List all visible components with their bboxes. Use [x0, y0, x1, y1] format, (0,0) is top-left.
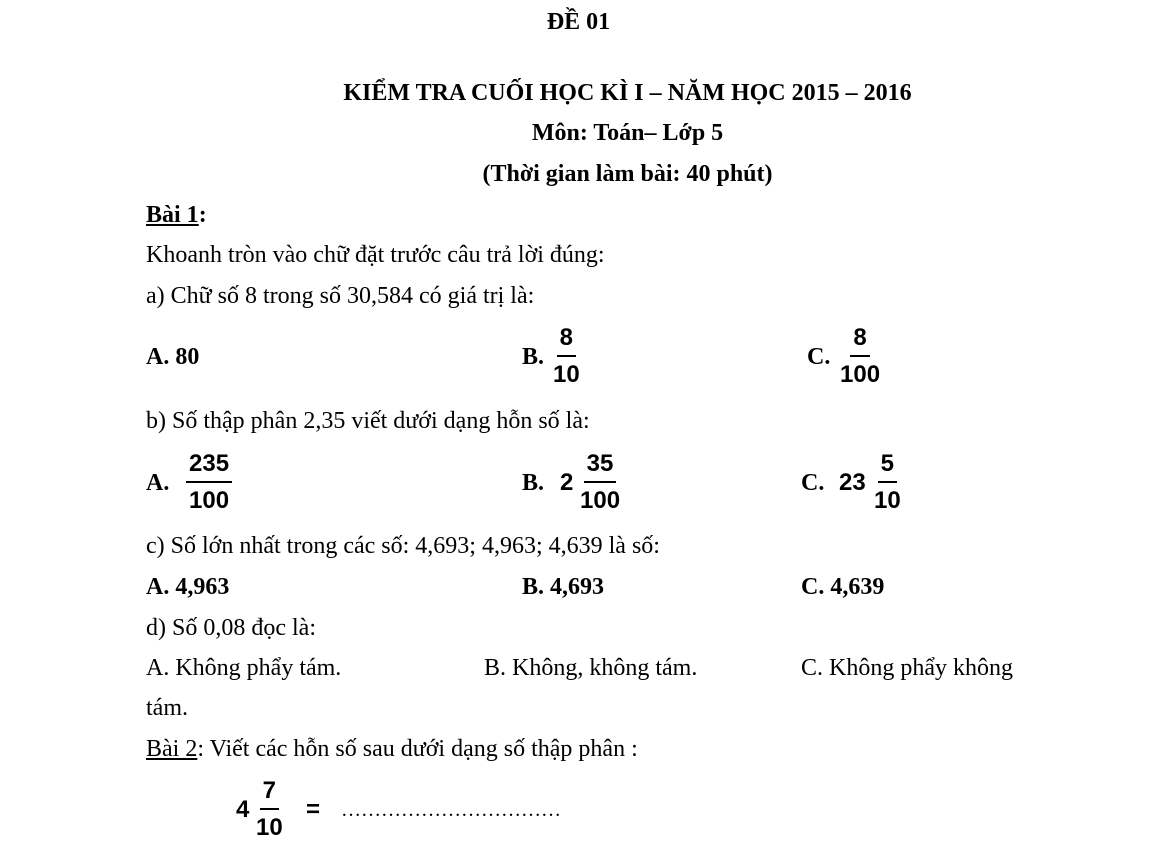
fraction-denominator: 10 — [874, 487, 901, 514]
bai2-text: : Viết các hỗn số sau dưới dạng số thập phân : — [197, 736, 638, 762]
fraction-denominator: 10 — [553, 361, 580, 388]
option-b-C-fraction — [874, 452, 901, 513]
question-b: b) Số thập phân 2,35 viết dưới dạng hỗn số là: — [146, 408, 590, 434]
option-a-B-fraction — [553, 326, 580, 387]
option-c-A: A. 4,963 — [146, 574, 230, 600]
option-a-C-label: C. — [807, 344, 831, 370]
bai2-item1-equals: = — [306, 796, 321, 823]
question-a: a) Chữ số 8 trong số 30,584 có giá trị là: — [146, 283, 535, 309]
option-d-B: B. Không, không tám. — [484, 655, 698, 681]
bai1-heading — [146, 203, 207, 227]
fraction-numerator: 7 — [260, 779, 279, 810]
fraction-numerator: 35 — [584, 452, 617, 483]
option-c-C: C. 4,639 — [801, 574, 885, 600]
bai1-instruction: Khoanh tròn vào chữ đặt trước câu trả lời đúng: — [146, 242, 605, 268]
fraction-denominator: 100 — [840, 361, 881, 388]
option-a-C-fraction — [840, 326, 880, 387]
bai2-item1-whole: 4 — [236, 796, 250, 823]
bai1-label: Bài 1 — [146, 202, 199, 228]
question-c: c) Số lớn nhất trong các số: 4,693; 4,963; 4,639 là số: — [146, 533, 660, 559]
option-d-C-continued: tám. — [146, 695, 188, 721]
fraction-denominator: 10 — [256, 814, 283, 841]
bai1-colon: : — [198, 202, 207, 228]
bai2-item1-fraction — [256, 779, 283, 840]
bai2-heading — [146, 737, 638, 761]
option-a-B-label: B. — [522, 344, 545, 370]
option-b-B-fraction — [580, 452, 620, 513]
exam-code: ĐỀ 01 — [546, 9, 611, 35]
exam-time: (Thời gian làm bài: 40 phút) — [482, 161, 773, 187]
option-b-A-label: A. — [146, 470, 170, 496]
option-b-C-whole: 23 — [839, 469, 866, 496]
fraction-numerator: 8 — [850, 326, 869, 357]
fraction-numerator: 5 — [878, 452, 897, 483]
exam-title: KIỂM TRA CUỐI HỌC KÌ I – NĂM HỌC 2015 – 2016 — [343, 80, 912, 106]
option-b-C-label: C. — [801, 470, 825, 496]
bai2-label: Bài 2 — [146, 736, 198, 762]
bai2-item1-answer-blank[interactable]: …………………………… — [341, 799, 561, 821]
option-d-A: A. Không phẩy tám. — [146, 655, 342, 681]
fraction-numerator: 8 — [557, 326, 576, 357]
option-d-C: C. Không phẩy không — [801, 655, 1013, 681]
exam-subject: Môn: Toán– Lớp 5 — [531, 120, 724, 146]
option-b-B-whole: 2 — [560, 469, 574, 496]
fraction-numerator: 235 — [186, 452, 232, 483]
option-c-B: B. 4,693 — [522, 574, 605, 600]
fraction-denominator: 100 — [189, 487, 230, 514]
fraction-denominator: 100 — [580, 487, 621, 514]
option-b-A-fraction — [186, 452, 232, 513]
question-d: d) Số 0,08 đọc là: — [146, 615, 316, 641]
option-a-A: A. 80 — [146, 344, 200, 370]
option-b-B-label: B. — [522, 470, 545, 496]
